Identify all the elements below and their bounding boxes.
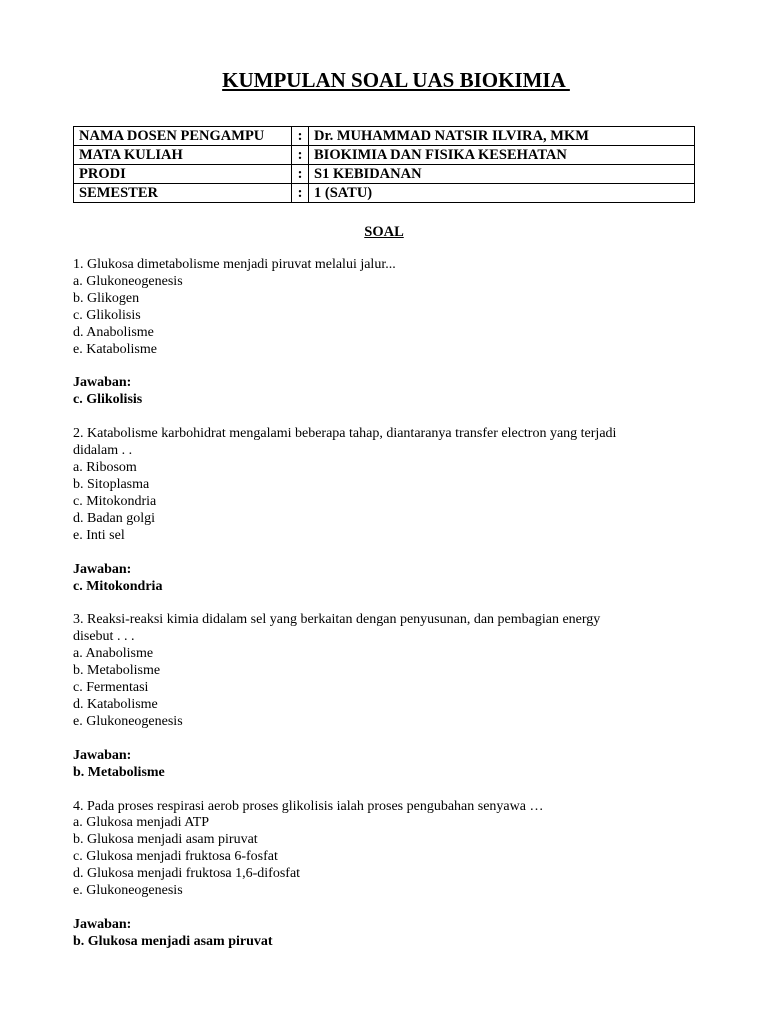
option-c: c. Fermentasi	[73, 680, 149, 696]
info-label: SEMESTER	[74, 184, 292, 203]
option-b: b. Glukosa menjadi asam piruvat	[73, 832, 258, 848]
info-value: Dr. MUHAMMAD NATSIR ILVIRA, MKM	[309, 127, 695, 146]
question-text: 4. Pada proses respirasi aerob proses glikolisis ialah proses pengubahan senyawa …	[73, 798, 544, 814]
question-text: 2. Katabolisme karbohidrat mengalami beberapa tahap, diantaranya transfer electron yang terjadi	[73, 426, 617, 442]
option-e: e. Inti sel	[73, 527, 125, 543]
answer-value: b. Glukosa menjadi asam piruvat	[73, 933, 273, 949]
option-a: a. Glukosa menjadi ATP	[73, 815, 210, 831]
option-c: c. Glukosa menjadi fruktosa 6-fosfat	[73, 849, 278, 865]
option-d: d. Glukosa menjadi fruktosa 1,6-difosfat	[73, 866, 301, 882]
info-separator: :	[292, 165, 309, 184]
option-b: b. Metabolisme	[73, 663, 161, 679]
question-4	[73, 799, 673, 951]
question-text: disebut . . .	[73, 629, 135, 645]
answer-value: c. Mitokondria	[73, 578, 163, 594]
answer-label: Jawaban:	[73, 561, 132, 577]
question-1	[73, 257, 673, 409]
question-3	[73, 612, 673, 781]
info-label: NAMA DOSEN PENGAMPU	[74, 127, 292, 146]
option-d: d. Badan golgi	[73, 510, 156, 526]
option-a: a. Anabolisme	[73, 646, 154, 662]
answer-label: Jawaban:	[73, 375, 132, 391]
question-2	[73, 426, 673, 595]
answer-label: Jawaban:	[73, 917, 132, 932]
option-d: d. Katabolisme	[73, 696, 158, 712]
info-row-prodi	[74, 165, 695, 184]
question-text: didalam . .	[73, 443, 133, 459]
info-row-mata-kuliah	[74, 146, 695, 165]
question-list	[73, 257, 673, 968]
document-title: KUMPULAN SOAL UAS BIOKIMIA	[222, 68, 570, 92]
info-row-semester	[74, 184, 695, 203]
option-d: d. Anabolisme	[73, 324, 154, 340]
soal-heading: SOAL	[364, 224, 404, 240]
option-a: a. Glukoneogenesis	[73, 273, 183, 289]
answer-value: c. Glikolisis	[73, 392, 143, 408]
option-c: c. Glikolisis	[73, 307, 141, 323]
option-a: a. Ribosom	[73, 460, 137, 476]
info-separator: :	[292, 146, 309, 165]
info-separator: :	[292, 184, 309, 203]
answer-label: Jawaban:	[73, 747, 132, 763]
info-separator: :	[292, 127, 309, 146]
info-value: 1 (SATU)	[309, 184, 695, 203]
info-table	[73, 126, 695, 203]
option-e: e. Glukoneogenesis	[73, 713, 183, 729]
option-b: b. Sitoplasma	[73, 476, 150, 492]
option-b: b. Glikogen	[73, 290, 140, 306]
info-label: MATA KULIAH	[74, 146, 292, 165]
question-text: 1. Glukosa dimetabolisme menjadi piruvat melalui jalur...	[73, 257, 396, 272]
info-label: PRODI	[74, 165, 292, 184]
option-e: e. Glukoneogenesis	[73, 883, 183, 899]
info-value: BIOKIMIA DAN FISIKA KESEHATAN	[309, 146, 695, 165]
info-value: S1 KEBIDANAN	[309, 165, 695, 184]
info-row-dosen	[74, 127, 695, 146]
answer-value: b. Metabolisme	[73, 764, 165, 780]
option-c: c. Mitokondria	[73, 493, 157, 509]
question-text: 3. Reaksi-reaksi kimia didalam sel yang berkaitan dengan penyusunan, dan pembagian energy	[73, 612, 601, 628]
option-e: e. Katabolisme	[73, 341, 157, 357]
